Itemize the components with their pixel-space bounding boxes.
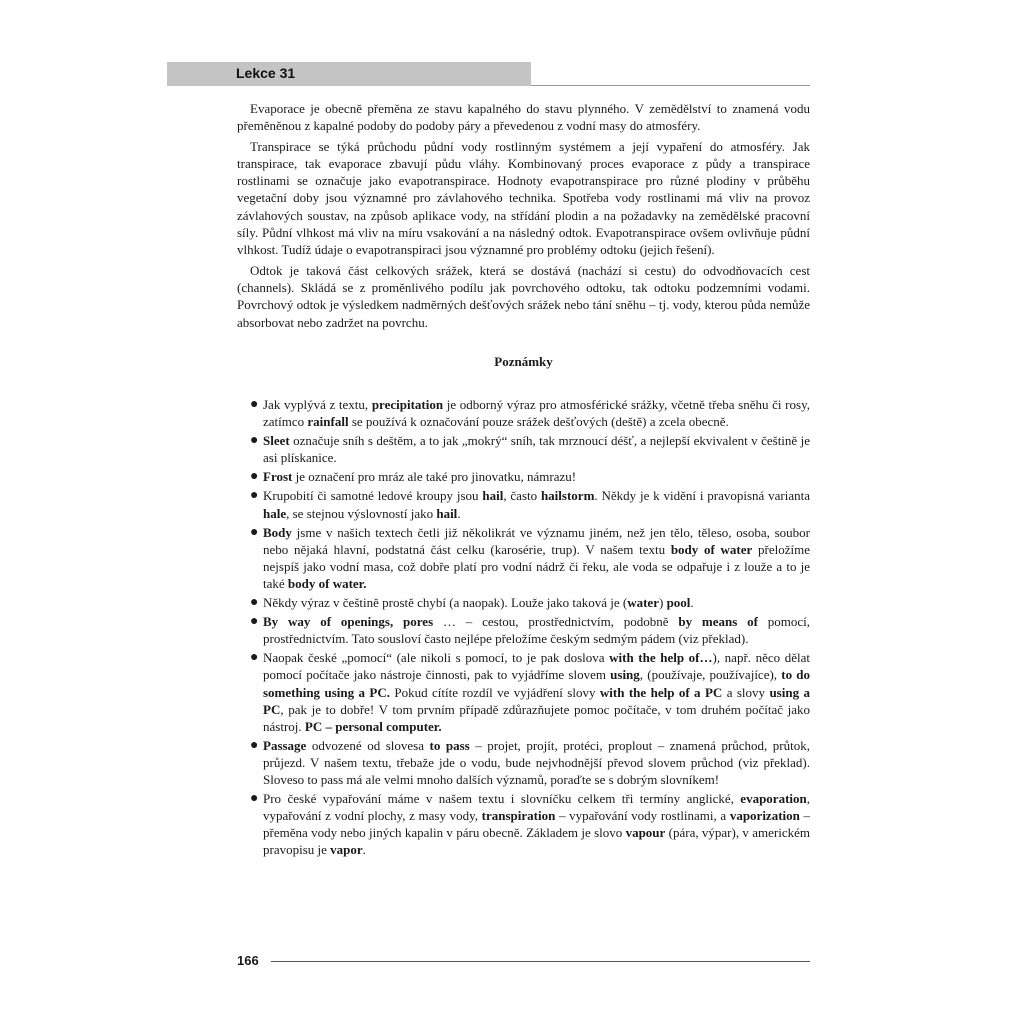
note-item	[250, 649, 810, 734]
note-term: transpiration	[481, 808, 556, 824]
bullet-icon: ●	[250, 433, 259, 449]
note-term: hailstorm	[540, 488, 595, 504]
note-term: using a PC	[263, 684, 810, 717]
footer-rule	[271, 961, 810, 962]
note-term: PC – personal computer.	[304, 718, 442, 734]
note-item	[250, 737, 810, 788]
note-term: body of water	[670, 541, 753, 557]
note-text: , se stejnou výslovností jako	[286, 505, 437, 521]
note-term: body of water.	[287, 575, 367, 591]
note-text: a slovy	[722, 684, 770, 700]
notes-list	[250, 396, 810, 860]
note-term: vapor	[330, 842, 363, 858]
note-text: přeložíme nejspíš jako vodní masa, což dobře platí pro vodní nádrž či řeku, ale voda se odpařuje i z louže a to je také	[263, 541, 811, 591]
bullet-icon: ●	[250, 524, 259, 540]
note-text: Pokud cítíte rozdíl ve vyjádření slovy	[389, 684, 600, 700]
note-text: Jak vyplývá z textu,	[263, 397, 372, 412]
note-item	[250, 524, 810, 592]
header-rule	[531, 85, 810, 86]
note-text: Někdy výraz v češtině prostě chybí (a naopak). Louže jako taková je (	[263, 595, 628, 611]
note-term: Sleet	[263, 433, 290, 449]
note-term: hail	[436, 505, 458, 521]
note-item	[250, 396, 810, 430]
page-header	[167, 62, 810, 88]
note-term: vaporization	[729, 808, 800, 824]
paragraph-runoff: Odtok je taková část celkových srážek, která se dostává (nachází si cestu) do odvodňovacích cest (channels). Skládá se z proměnlivého podílu jak povrchového odtoku, tak odtoku podzemními vodami. Povrchový odtok je výsledkem nadměrných dešťových srážek nebo tání sněhu – tj. vody, kterou půda nemůže absorbovat nebo zadržet na povrchu.	[237, 262, 810, 330]
note-item	[250, 594, 810, 611]
note-item	[250, 432, 810, 466]
note-term: evaporation	[740, 791, 807, 807]
header-bar	[167, 62, 531, 86]
bullet-icon: ●	[250, 791, 259, 807]
note-text: Pro české vypařování máme v našem textu i slovníčku celkem tři termíny anglické,	[263, 791, 741, 807]
note-term: Frost	[263, 469, 293, 485]
note-text: – projet, projít, protéci, proplout – znamená průchod, průtok, průjezd. V našem textu, třebaže jde o vodu, bude nejvhodnější převod slovem průchod (viz překlad). Sloveso to pass má ale velmi mnoho dalších významů, poraďte se s dobrým slovníkem!	[263, 737, 810, 787]
note-term: By way of openings, pores	[263, 614, 434, 630]
note-term: hale	[263, 505, 287, 521]
note-text: Krupobití či samotné ledové kroupy jsou	[263, 488, 483, 504]
note-text: – vypařování vody rostlinami, a	[555, 808, 730, 824]
bullet-icon: ●	[250, 650, 259, 666]
bullet-icon: ●	[250, 737, 259, 753]
note-text: – přeměna vody nebo jiných kapalin v páru obecně. Základem je slovo	[263, 808, 811, 841]
bullet-icon: ●	[250, 614, 259, 630]
bullet-icon: ●	[250, 488, 259, 504]
note-text: . Někdy je k vidění i pravopisná varianta	[594, 488, 810, 504]
body-text	[237, 100, 810, 334]
note-item	[250, 790, 810, 858]
note-text: )	[658, 595, 667, 611]
note-term: with the help of a PC	[599, 684, 723, 700]
note-term: with the help of…	[609, 650, 713, 666]
note-text: Naopak české „pomocí“ (ale nikoli s pomocí, to je pak doslova	[263, 650, 610, 666]
note-term: vapour	[625, 825, 666, 841]
bullet-icon: ●	[250, 595, 259, 611]
note-text: je odborný výraz pro atmosférické srážky, včetně třeba sněhu či rosy, zatímco	[263, 397, 810, 430]
note-text: se používá k označování pouze srážek dešťových (deště) a zcela obecně.	[348, 414, 729, 430]
note-text: jsme v našich textech četli již několikrát ve významu jiném, než jen tělo, těleso, osoba, soubor nebo nějaká hlavní, podstatná část celku (karosérie, trup). V našem textu	[263, 524, 810, 557]
note-item	[250, 613, 810, 647]
paragraph-transpiration: Transpirace se týká průchodu půdní vody rostlinným systémem a její vypaření do atmosféry. Jak transpirace, tak evaporace zbavují půdu vláhy. Kombinovaný proces evaporace z půdy a transpirace rostlinami se označuje jako evapotranspirace. Hodnoty evapotranspirace pro různé plodiny v průběhu vegetační doby jsou významné pro závlahového technika. Spotřeba vody rostlinami má vliv na provoz závlahových soustav, na způsob aplikace vody, na střídání plodin a na požadavky na zemědělské pracovní síly. Půdní vlhkost má vliv na míru vsakování a na následný odtok. Evapotranspirace ovšem ovlivňuje půdní vlhkost. Tudíž údaje o evapotranspiraci jsou významné pro problémy odtoku (jejich řešení).	[237, 138, 810, 258]
note-text: (pára, výpar), v americkém pravopisu je	[263, 825, 810, 858]
note-item	[250, 487, 810, 521]
note-term: by means of	[678, 614, 758, 630]
note-item	[250, 468, 810, 485]
page-number: 166	[237, 953, 259, 968]
note-term: to pass	[429, 737, 470, 753]
note-text: odvozené od slovesa	[306, 737, 430, 753]
page-footer	[237, 953, 810, 971]
notes-heading: Poznámky	[494, 354, 553, 369]
note-term: Passage	[263, 737, 307, 753]
note-text: … – cestou, prostřednictvím, podobně	[433, 614, 679, 630]
note-text: pomocí, prostřednictvím. Tato sousloví často nejlépe přeložíme českým sedmým pádem (viz překlad).	[263, 614, 810, 647]
note-text: , pak je to dobře! V tom prvním případě zdůrazňujete pomoc počítače, v tom druhém počítač jako nástroj.	[263, 701, 810, 734]
note-term: Body	[263, 524, 292, 540]
lesson-title: Lekce 31	[236, 65, 296, 81]
note-term: to do something using a PC.	[263, 667, 811, 700]
note-text: , (používaje, používajíce),	[639, 667, 782, 683]
note-text: , vypařování z vodní plochy, z masy vody,	[263, 791, 810, 824]
note-term: precipitation	[371, 397, 444, 412]
note-text: , často	[503, 488, 541, 504]
note-text: .	[362, 842, 366, 858]
note-term: using	[610, 667, 640, 683]
note-text: je označení pro mráz ale také pro jinovatku, námrazu!	[292, 469, 577, 485]
note-term: rainfall	[307, 414, 349, 430]
bullet-icon: ●	[250, 397, 259, 412]
note-text: označuje sníh s deštěm, a to jak „mokrý“ sníh, tak mrznoucí déšť, a nejlepší ekvivalent v češtině je asi plískanice.	[263, 433, 810, 466]
note-term: water	[627, 595, 659, 611]
note-text: ), např. něco dělat pomocí počítače jako nástroje činnosti, pak to vyjádříme slovem	[263, 650, 811, 683]
note-text: .	[690, 595, 694, 611]
paragraph-evaporation: Evaporace je obecně přeměna ze stavu kapalného do stavu plynného. V zemědělství to znamená vodu přeměněnou z kapalné podoby do podoby páry a převedenou z vodní masy do atmosféry.	[237, 101, 810, 134]
note-text: .	[457, 505, 461, 521]
bullet-icon: ●	[250, 469, 259, 485]
note-term: hail	[482, 488, 504, 504]
note-term: pool	[666, 595, 691, 611]
